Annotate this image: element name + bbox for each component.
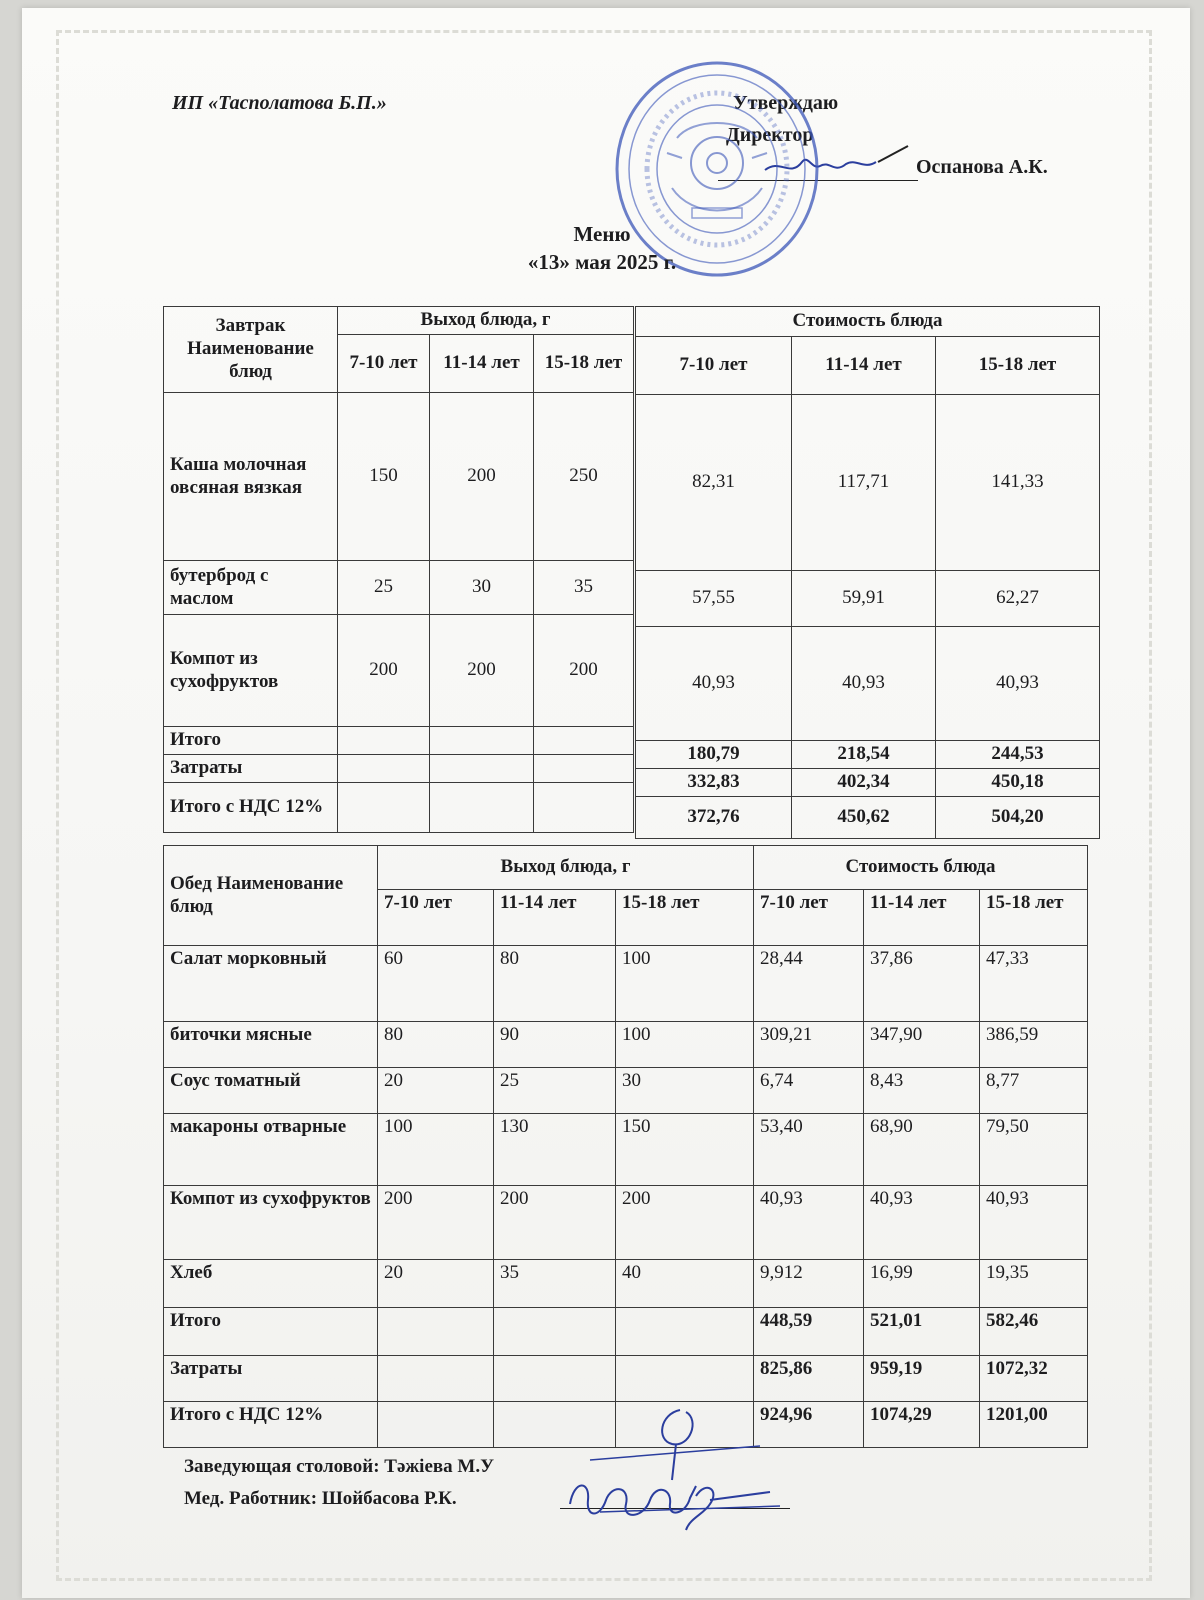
yield-cell: 30 (430, 561, 534, 615)
table-row (164, 1068, 1088, 1114)
total-cost-cell: 402,34 (792, 769, 936, 797)
yield-cell: 200 (494, 1186, 616, 1260)
total-label: Итого с НДС 12% (164, 1402, 378, 1448)
dish-name: Салат морковный (164, 946, 378, 1022)
handwritten-signatures (560, 1400, 790, 1540)
director-name: Оспанова А.К. (916, 156, 1048, 178)
yield-cell: 150 (338, 393, 430, 561)
age-header: 7-10 лет (754, 890, 864, 946)
age-header: 11-14 лет (864, 890, 980, 946)
breakfast-cost-table (635, 306, 1100, 839)
yield-cell: 40 (616, 1260, 754, 1308)
age-header: 7-10 лет (338, 335, 430, 393)
total-row (164, 1308, 1088, 1356)
cost-cell: 40,93 (792, 627, 936, 741)
table-row (164, 561, 634, 615)
table-row (164, 1260, 1088, 1308)
total-cost-cell: 582,46 (980, 1308, 1088, 1356)
dish-name: Каша молочная овсяная вязкая (164, 393, 338, 561)
total-cost-cell: 959,19 (864, 1356, 980, 1402)
yield-cell: 200 (616, 1186, 754, 1260)
cost-cell: 16,99 (864, 1260, 980, 1308)
total-cost-cell: 504,20 (936, 797, 1100, 839)
cost-cell: 347,90 (864, 1022, 980, 1068)
total-label: Затраты (164, 1356, 378, 1402)
table-row (636, 627, 1100, 741)
menu-title: Меню (573, 222, 631, 246)
yield-cell: 100 (378, 1114, 494, 1186)
yield-cell: 35 (494, 1260, 616, 1308)
cost-cell: 386,59 (980, 1022, 1088, 1068)
age-header: 15-18 лет (980, 890, 1088, 946)
dish-name: биточки мясные (164, 1022, 378, 1068)
dish-name: Компот из сухофруктов (164, 1186, 378, 1260)
age-header: 11-14 лет (792, 337, 936, 395)
total-cost-cell: 218,54 (792, 741, 936, 769)
total-cost-cell: 450,62 (792, 797, 936, 839)
dish-name: Хлеб (164, 1260, 378, 1308)
dish-name: Компот из сухофруктов (164, 615, 338, 727)
age-header: 15-18 лет (936, 337, 1100, 395)
cost-cell: 141,33 (936, 395, 1100, 571)
breakfast-yield-header: Выход блюда, г (338, 307, 634, 335)
total-row (636, 741, 1100, 769)
total-cost-cell: 450,18 (936, 769, 1100, 797)
age-header: 15-18 лет (534, 335, 634, 393)
total-cost-cell: 332,83 (636, 769, 792, 797)
total-row (164, 1356, 1088, 1402)
cost-cell: 309,21 (754, 1022, 864, 1068)
yield-cell: 35 (534, 561, 634, 615)
table-row (164, 1186, 1088, 1260)
total-cost-cell: 448,59 (754, 1308, 864, 1356)
total-label: Итого с НДС 12% (164, 783, 338, 833)
dish-name: макароны отварные (164, 1114, 378, 1186)
yield-cell: 250 (534, 393, 634, 561)
cost-cell: 6,74 (754, 1068, 864, 1114)
cost-cell: 8,43 (864, 1068, 980, 1114)
table-row (164, 946, 1088, 1022)
table-row (164, 1022, 1088, 1068)
cost-cell: 68,90 (864, 1114, 980, 1186)
total-row (164, 755, 634, 783)
yield-cell: 200 (430, 393, 534, 561)
dish-name: Соус томатный (164, 1068, 378, 1114)
yield-cell: 60 (378, 946, 494, 1022)
total-row (164, 783, 634, 833)
cost-cell: 9,912 (754, 1260, 864, 1308)
breakfast-cost-header: Стоимость блюда (636, 307, 1100, 337)
total-cost-cell: 1072,32 (980, 1356, 1088, 1402)
table-row (636, 571, 1100, 627)
cost-cell: 40,93 (754, 1186, 864, 1260)
yield-cell: 25 (494, 1068, 616, 1114)
cost-cell: 47,33 (980, 946, 1088, 1022)
cost-cell: 82,31 (636, 395, 792, 571)
cost-cell: 57,55 (636, 571, 792, 627)
cost-cell: 19,35 (980, 1260, 1088, 1308)
yield-cell: 25 (338, 561, 430, 615)
total-row (636, 797, 1100, 839)
yield-cell: 200 (430, 615, 534, 727)
yield-cell: 200 (378, 1186, 494, 1260)
total-cost-cell: 825,86 (754, 1356, 864, 1402)
total-cost-cell: 1201,00 (980, 1402, 1088, 1448)
organization-name: ИП «Тасполатова Б.П.» (172, 92, 387, 114)
total-cost-cell: 1074,29 (864, 1402, 980, 1448)
lunch-yield-header: Выход блюда, г (378, 846, 754, 890)
menu-date: «13» мая 2025 г. (527, 250, 677, 274)
yield-cell: 130 (494, 1114, 616, 1186)
cost-cell: 28,44 (754, 946, 864, 1022)
yield-cell: 30 (616, 1068, 754, 1114)
total-cost-cell: 180,79 (636, 741, 792, 769)
cost-cell: 8,77 (980, 1068, 1088, 1114)
total-cost-cell: 372,76 (636, 797, 792, 839)
lunch-name-header: Обед Наименование блюд (164, 846, 378, 946)
medic-signature-line: Мед. Работник: Шойбасова Р.К. (184, 1488, 457, 1509)
cost-cell: 53,40 (754, 1114, 864, 1186)
cost-cell: 59,91 (792, 571, 936, 627)
age-header: 15-18 лет (616, 890, 754, 946)
total-cost-cell: 924,96 (754, 1402, 864, 1448)
breakfast-name-header: Завтрак Наименование блюд (164, 307, 338, 393)
table-row (636, 395, 1100, 571)
cost-cell: 40,93 (636, 627, 792, 741)
yield-cell: 80 (378, 1022, 494, 1068)
yield-cell: 20 (378, 1260, 494, 1308)
total-label: Итого (164, 727, 338, 755)
cost-cell: 79,50 (980, 1114, 1088, 1186)
canteen-head-signature-line: Заведующая столовой: Тәжіева М.У (184, 1456, 495, 1477)
total-label: Итого (164, 1308, 378, 1356)
breakfast-yield-table (163, 306, 634, 833)
cost-cell: 62,27 (936, 571, 1100, 627)
yield-cell: 100 (616, 946, 754, 1022)
dish-name: бутерброд с маслом (164, 561, 338, 615)
table-row (164, 393, 634, 561)
age-header: 7-10 лет (636, 337, 792, 395)
yield-cell: 80 (494, 946, 616, 1022)
lunch-cost-header: Стоимость блюда (754, 846, 1088, 890)
cost-cell: 40,93 (980, 1186, 1088, 1260)
yield-cell: 100 (616, 1022, 754, 1068)
total-cost-cell: 244,53 (936, 741, 1100, 769)
age-header: 11-14 лет (430, 335, 534, 393)
yield-cell: 200 (338, 615, 430, 727)
age-header: 11-14 лет (494, 890, 616, 946)
cost-cell: 40,93 (864, 1186, 980, 1260)
position-label: Директор (726, 124, 814, 146)
total-label: Затраты (164, 755, 338, 783)
cost-cell: 117,71 (792, 395, 936, 571)
yield-cell: 150 (616, 1114, 754, 1186)
cost-cell: 40,93 (936, 627, 1100, 741)
lunch-table (163, 845, 1088, 1448)
table-row (164, 615, 634, 727)
yield-cell: 20 (378, 1068, 494, 1114)
yield-cell: 90 (494, 1022, 616, 1068)
total-cost-cell: 521,01 (864, 1308, 980, 1356)
approve-label: Утверждаю (733, 92, 839, 114)
total-row (164, 727, 634, 755)
age-header: 7-10 лет (378, 890, 494, 946)
total-row (636, 769, 1100, 797)
cost-cell: 37,86 (864, 946, 980, 1022)
table-row (164, 1114, 1088, 1186)
yield-cell: 200 (534, 615, 634, 727)
